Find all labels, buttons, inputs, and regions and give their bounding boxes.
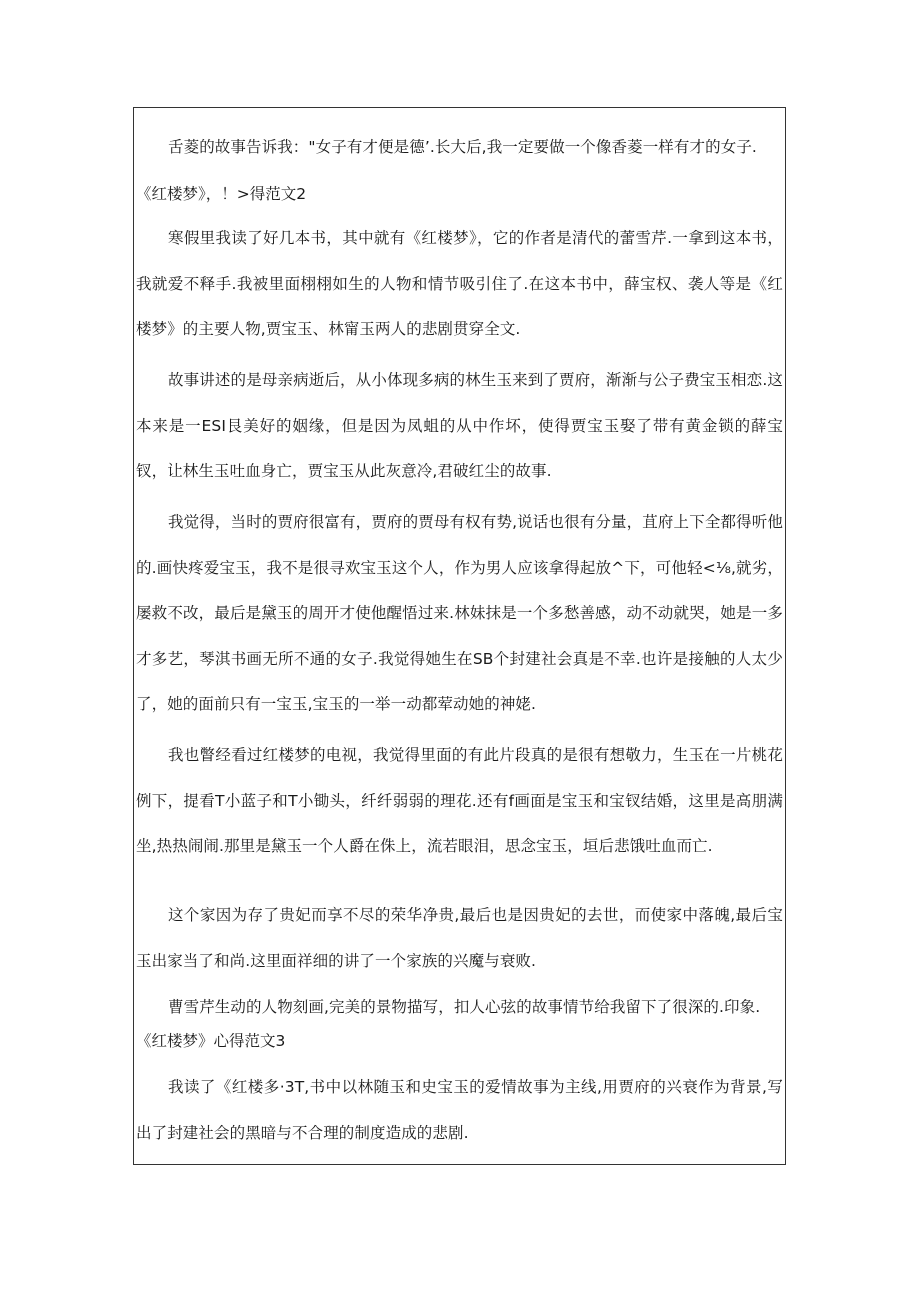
section-heading-2: 《红楼梦》，！>得范文2: [136, 185, 307, 203]
paragraph-4: 我觉得，当时的贾府很富有，贾府的贾母有权有势,说话也很有分量，苴府上下全都得听他的.画快疼爱宝玉，我不是很寻欢宝玉这个人，作为男人应该拿得起放^下，可他轻<⅛,就劣，屡救不改，最后是黛玉的周开才使他醒悟过来.林妹抹是一个多愁善感，动不动就哭，她是一多才多艺，琴淇书画无所不通的女子.我觉得她生在SB个封建社会真是不幸.也许是接触的人太少了，她的面前只有一宝玉,宝玉的一举一动都荤动她的神姥.: [136, 513, 783, 713]
paragraph-7: 曹雪芹生动的人物刻画,完美的景物描写，扣人心弦的故事情节给我留下了很深的.印象.: [168, 998, 761, 1016]
paragraph-1: 舌菱的故事告诉我："女子有才便是德’.长大后,我一定要做一个像香菱一样有才的女子.: [168, 138, 757, 156]
paragraph-2: 寒假里我读了好几本书，其中就有《红楼梦》，它的作者是清代的蕾雪芹.一拿到这本书，我就爱不释手.我被里面栩栩如生的人物和情节吸引住了.在这本书中，薛宝权、袭人等是《红楼梦》的主要人物,贾宝玉、林甯玉两人的悲剧贯穿全文.: [136, 229, 783, 338]
paragraph-8: 我读了《红楼多·3T,书中以林随玉和史宝玉的爱情故事为主线,用贾府的兴衰作为背景,写出了封建社会的黑暗与不合理的制度造成的悲剧.: [136, 1078, 783, 1142]
paragraph-5: 我也瞥经看过红楼梦的电视，我觉得里面的有此片段真的是很有想敬力，生玉在一片桃花例下，提看T小蓝子和T小锄头，纤纤弱弱的理花.还有f画面是宝玉和宝钗结婚，这里是高朋满坐,热热闹闹.那里是黛玉一个人爵在侏上，流若眼泪，思念宝玉，垣后悲饿吐血而亡.: [136, 746, 783, 855]
section-heading-3: 《红楼梦》心得范文3: [136, 1032, 286, 1050]
paragraph-3: 故事讲述的是母亲病逝后，从小体现多病的林生玉来到了贾府，渐渐与公子费宝玉相恋.这本来是一ESI艮美好的姻缘，但是因为凤蛆的从中作坏，使得贾宝玉娶了带有黄金锁的薛宝钗，让林生玉吐血身亡，贾宝玉从此灰意冷,君破红尘的故事.: [136, 371, 783, 480]
document-frame: [133, 107, 786, 1165]
paragraph-6: 这个家因为存了贵妃而享不尽的荣华净贵,最后也是因贵妃的去世，而使家中落魄,最后宝玉出家当了和尚.这里面祥细的讲了一个家族的兴魔与衰败.: [136, 906, 783, 970]
